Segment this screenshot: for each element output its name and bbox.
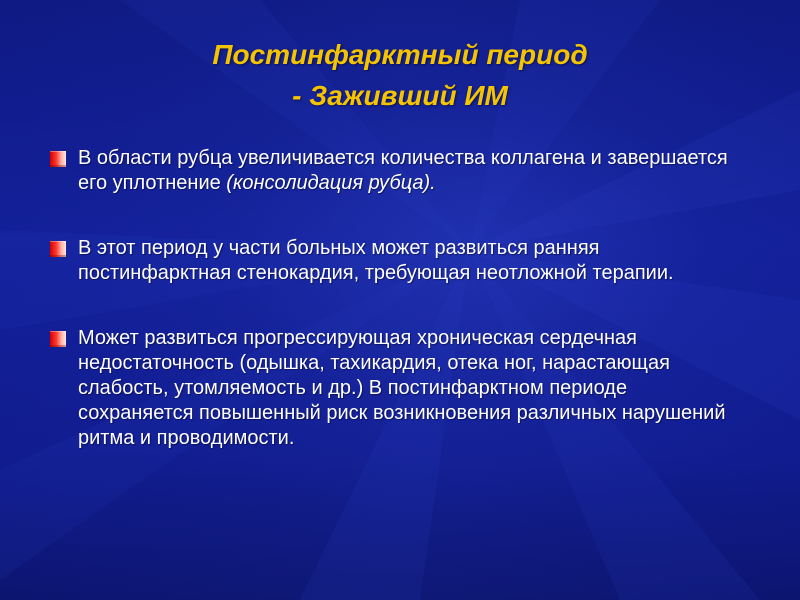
red-square-bullet-icon: [50, 331, 66, 347]
slide-title: [0, 34, 800, 116]
bullet-italic-text: (консолидация рубца).: [226, 172, 436, 194]
bullet-item-heart-failure: [48, 326, 748, 451]
red-square-bullet-icon: [50, 151, 66, 167]
bullet-text: В этот период у части больных может развиться ранняя постинфарктная стенокардия, требующая неотложной терапии.: [78, 237, 674, 284]
bullet-list: [48, 146, 748, 451]
red-square-bullet-icon: [50, 241, 66, 257]
bullet-text: В области рубца увеличивается количества коллагена и завершается его уплотнение: [78, 147, 728, 194]
slide-title-line-2: - Заживший ИМ: [292, 80, 508, 111]
bullet-item-scar-consolidation: [48, 146, 748, 196]
bullet-text: Может развиться прогрессирующая хроническая сердечная недостаточность (одышка, тахикардия, отека ног, нарастающая слабость, утомляемость и др.) В постинфарктном периоде сохраняется повышенный риск возникновения различных нарушений ритма и проводимости.: [78, 327, 726, 449]
bullet-item-angina: [48, 236, 748, 286]
slide-title-line-1: Постинфарктный период: [212, 39, 588, 70]
